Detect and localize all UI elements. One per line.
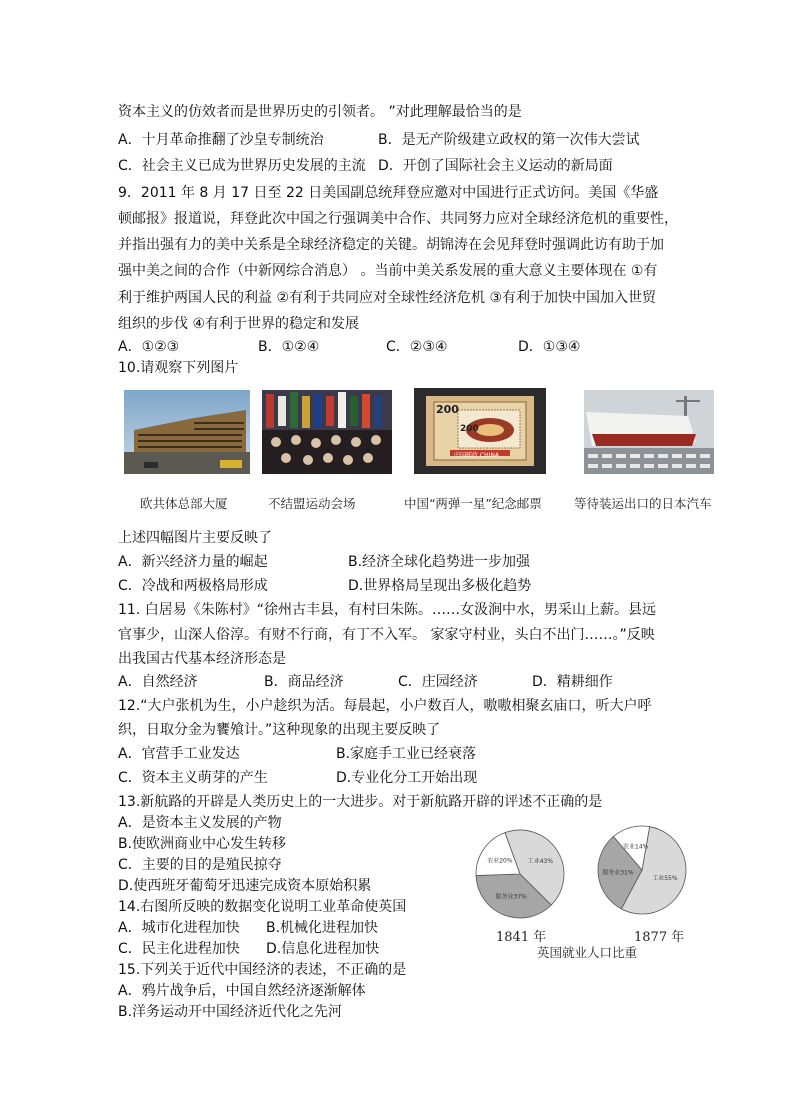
q10-option-c: C．冷战和两极格局形成 [118, 578, 268, 594]
pie-1-label-service: 服务业31% [602, 869, 634, 877]
q13-option-d: D.使西班牙葡萄牙迅速完成资本原始积累 [118, 878, 372, 894]
q14-option-b: B.机械化进程加快 [266, 920, 379, 936]
two-bombs-one-satellite-stamp-photo [414, 388, 546, 474]
question-9-line-4: 强中美之间的合作（中新网综合消息） 。当前中美关系发展的重大意义主要体现在 ①有 [118, 263, 658, 279]
pie-0-label-industry: 工业43% [527, 858, 554, 865]
caption-ec-headquarters: 欧共体总部大厦 [140, 496, 228, 511]
question-8-tail: 资本主义的仿效者而是世界历史的引领者。 ”对此理解最恰当的是 [118, 104, 522, 120]
ec-headquarters-photo [124, 390, 250, 474]
q10-option-d: D.世界格局呈现出多极化趋势 [348, 578, 532, 594]
pie-1-label-industry: 工业55% [652, 874, 678, 882]
q9-option-d: D．①③④ [518, 339, 581, 355]
pie-year-1841: 1841 年 [496, 930, 547, 945]
q8-option-d: D．开创了国际社会主义运动的新局面 [378, 158, 613, 174]
question-11-line-1: 11. 白居易《朱陈村》“徐州古丰县，有村曰朱陈。……女汲涧中水，男采山上薪。县远 [118, 602, 656, 618]
question-10-stem: 10.请观察下列图片 [118, 360, 239, 376]
question-9-line-6: 组织的步伐 ④有利于世界的稳定和发展 [118, 316, 359, 332]
pie-1-label-agriculture: 农业14% [623, 843, 649, 851]
stamp-small-value: 200 [460, 424, 479, 434]
q11-option-b: B．商品经济 [264, 674, 344, 690]
q11-option-c: C．庄园经济 [398, 674, 478, 690]
caption-non-aligned: 不结盟运动会场 [268, 496, 356, 511]
q14-option-c: C．民主化进程加快 [118, 941, 240, 957]
stamp-country: 中国邮政 CHINA [454, 452, 499, 459]
question-9-line-5: 利于维护两国人民的利益 ②有利于共同应对全球性经济危机 ③有利于加快中国加入世贸 [118, 290, 656, 306]
question-9-line-2: 顿邮报》报道说，拜登此次中国之行强调美中合作、共同努力应对全球经济危机的重要性， [118, 211, 678, 227]
q9-option-b: B．①②④ [258, 339, 320, 355]
q12-option-b: B.家庭手工业已经衰落 [336, 746, 477, 762]
question-12-line-1: 12.“大户张机为生，小户趁织为活。每晨起，小户数百人，嗷嗷相聚玄庙口，听大户呼 [118, 698, 652, 714]
q14-option-d: D.信息化进程加快 [266, 941, 380, 957]
japanese-cars-export-photo [584, 390, 714, 474]
q15-option-a: A．鸦片战争后，中国自然经济逐渐解体 [118, 983, 366, 999]
pie-year-1877: 1877 年 [634, 930, 685, 945]
q9-option-c: C．②③④ [386, 339, 448, 355]
caption-stamp: 中国“两弹一星”纪念邮票 [404, 496, 542, 511]
question-9-line-3: 并指出强有力的美中关系是全球经济稳定的关键。胡锦涛在会见拜登时强调此访有助于加 [118, 237, 664, 253]
q11-option-d: D．精耕细作 [532, 674, 613, 690]
question-11-line-3: 出我国古代基本经济形态是 [118, 651, 286, 667]
question-11-line-2: 官事少，山深人俗淳。有财不行商，有丁不入军。 家家守村业，头白不出门……。”反映 [118, 627, 655, 643]
q10-option-b: B.经济全球化趋势进一步加强 [348, 554, 531, 570]
q12-option-c: C．资本主义萌芽的产生 [118, 770, 268, 786]
question-14-stem: 14.右图所反映的数据变化说明工业革命使英国 [118, 899, 407, 915]
q8-option-c: C．社会主义已成为世界历史发展的主流 [118, 158, 366, 174]
q11-option-a: A．自然经济 [118, 674, 198, 690]
employment-pie-charts [460, 820, 700, 930]
caption-japanese-cars: 等待装运出口的日本汽车 [574, 496, 712, 511]
q13-option-a: A．是资本主义发展的产物 [118, 815, 282, 831]
question-13-stem: 13.新航路的开辟是人类历史上的一大进步。对于新航路开辟的评述不正确的是 [118, 794, 603, 810]
q12-option-a: A．官营手工业发达 [118, 746, 240, 762]
q9-option-a: A．①②③ [118, 339, 180, 355]
question-12-line-2: 织，日取分金为饔飧计。”这种现象的出现主要反映了 [118, 722, 441, 738]
q13-option-c: C．主要的目的是殖民掠夺 [118, 857, 282, 873]
q8-option-b: B．是无产阶级建立政权的第一次伟大尝试 [378, 132, 640, 148]
question-15-stem: 15.下列关于近代中国经济的表述，不正确的是 [118, 962, 407, 978]
q12-option-d: D.专业化分工开始出现 [336, 770, 478, 786]
question-9-line-1: 9．2011 年 8 月 17 日至 22 日美国副总统拜登应邀对中国进行正式访问。美国《华盛 [118, 185, 659, 201]
q13-option-b: B.使欧洲商业中心发生转移 [118, 836, 287, 852]
stamp-value: 200 [436, 403, 459, 416]
pie-0-label-service: 服务业37% [495, 893, 527, 901]
question-10-summary: 上述四幅图片主要反映了 [118, 530, 272, 546]
q14-option-a: A．城市化进程加快 [118, 920, 240, 936]
pie-0-label-agriculture: 农业20% [487, 857, 513, 865]
non-aligned-conference-photo [262, 390, 392, 474]
pie-chart-title: 英国就业人口比重 [537, 945, 638, 960]
q15-option-b: B.洋务运动开中国经济近代化之先河 [118, 1004, 343, 1020]
q8-option-a: A．十月革命推翻了沙皇专制统治 [118, 132, 324, 148]
q10-option-a: A．新兴经济力量的崛起 [118, 554, 268, 570]
